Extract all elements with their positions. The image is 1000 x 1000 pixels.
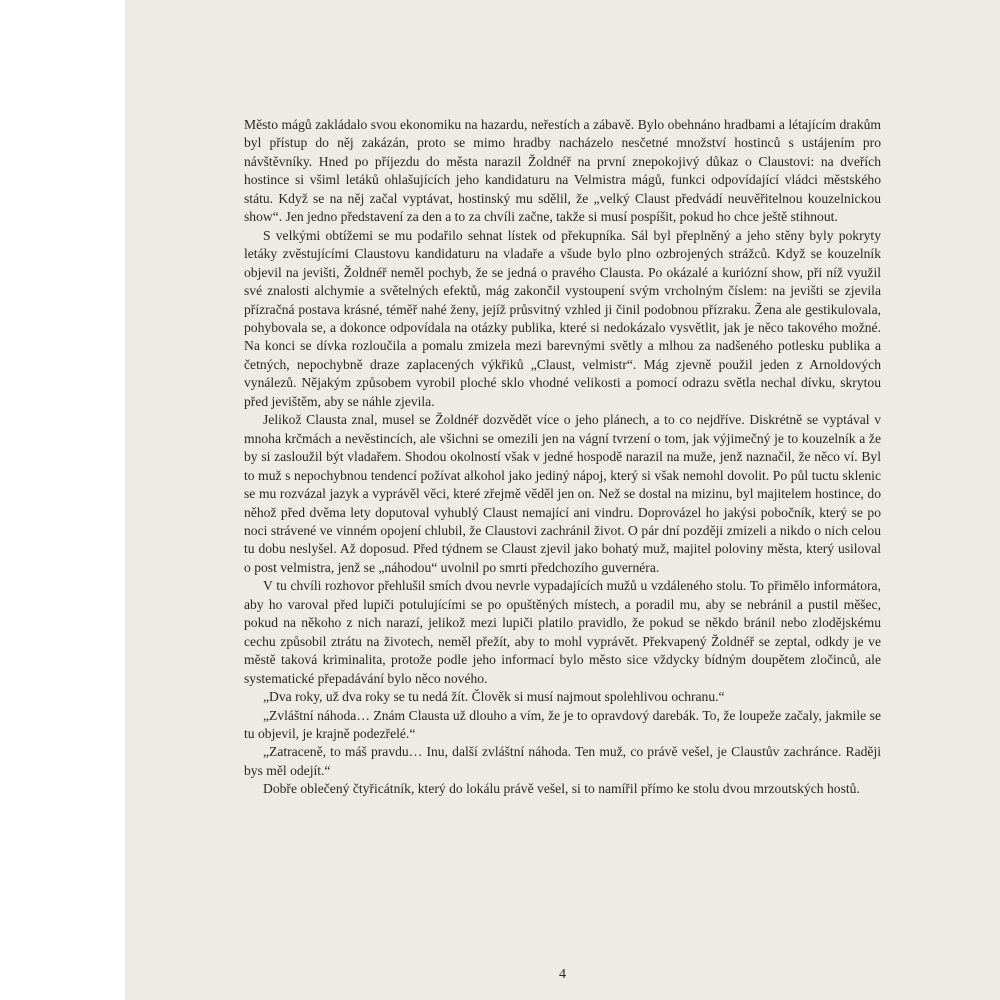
page-number: 4 [559, 967, 566, 982]
paragraph: Dobře oblečený čtyřicátník, který do lokálu právě vešel, si to namířil přímo ke stolu dvou mrzoutských hostů. [263, 781, 860, 797]
book-page [125, 0, 1000, 1000]
dialogue-paragraph: „Zvláštní náhoda… Znám Clausta už dlouho a vím, že je to opravdový darebák. To, že loupeže začaly, jakmile se tu objevil, je krajně podezřelé.“ [244, 707, 881, 741]
paragraph: S velkými obtížemi se mu podařilo sehnat lístek od překupníka. Sál byl přeplněný a jeho stěny byly pokryty letáky zvěstujícími Claustovu kandidaturu na vladaře a všude bylo plno ozbrojených strážců. Když se kouzelník objevil na jevišti, Žoldnéř neměl pochyb, že se jedná o pravého Clausta. Po okázalé a kuriózní show, při níž využil své znalosti alchymie a světelných efektů, mág zakončil vystoupení svým vrcholným číslem: na jevišti se zjevila přízračná postava krásné, téměř nahé ženy, jejíž průsvitný vzhled ji činil podobnou přízraku. Žena ale gestikulovala, pohybovala se, a dokonce odpovídala na otázky publika, které si nedokázalo vysvětlit, jak je něco takového možné. Na konci se dívka rozloučila a pomalu zmizela mezi barevnými světly a mlhou za nadšeného potlesku publika a četných, nepochybně draze zaplacených výkřiků „Claust, velmistr“. Mág zjevně použil jeden z Arnoldových vynálezů. Nějakým způsobem vyrobil ploché sklo vhodné velikosti a pomocí odrazu světla nechal dívku, skrytou před jevištěm, aby se náhle zjevila. [244, 227, 881, 409]
dialogue-paragraph: „Zatraceně, to máš pravdu… Inu, další zvláštní náhoda. Ten muž, co právě vešel, je Claustův zachránce. Raději bys měl odejít.“ [244, 744, 881, 778]
dialogue-paragraph: „Dva roky, už dva roky se tu nedá žít. Člověk si musí najmout spolehlivou ochranu.“ [263, 689, 725, 705]
paragraph: Jelikož Clausta znal, musel se Žoldnéř dozvědět více o jeho plánech, a to co nejdříve. Diskrétně se vyptával v mnoha krčmách a nevěstincích, ale všichni se omezili jen na vágní tvrzení o tom, jak výjimečný je to kouzelník a že by si zasloužil být vladařem. Shodou okolností však v jedné hospodě narazil na muže, jenž naznačil, že něco ví. Byl to muž s nepochybnou tendencí požívat alkohol jako jediný nápoj, který si však nemohl dovolit. Po půl tuctu sklenic se mu rozvázal jazyk a vyprávěl věci, které zřejmě věděl jen on. Než se dostal na mizinu, byl majitelem hostince, do něhož před dvěma lety doputoval vyhublý Claust nemající ani vindru. Doprovázel ho jakýsi pobočník, který se po noci strávené ve vinném opojení chlubil, že Claustovi zachránil život. O pár dní později zmizeli a nikdo o nich celou tu dobu neslyšel. Až doposud. Před týdnem se Claust zjevil jako bohatý muž, majitel poloviny města, který usiloval o post velmistra, jenž se „náhodou“ uvolnil po smrti předchozího guvernéra. [244, 412, 881, 575]
paragraph: V tu chvíli rozhovor přehlušil smích dvou nevrle vypadajících mužů u vzdáleného stolu. To přimělo informátora, aby ho varoval před lupiči potulujícími se po opuštěných místech, a poradil mu, aby se nebránil a pustil měšec, pokud na někoho z nich narazí, jelikož mezi lupiči platilo pravidlo, že pokud se někdo bránil nebo zlodějskému cechu způsobil ztrátu na životech, neměl přežít, aby to mohl vyprávět. Překvapený Žoldnéř se zeptal, odkdy je ve městě taková kriminalita, protože podle jeho informací bylo město sice vždycky bídným doupětem zločinců, ale systematické přepadávání bylo něco nového. [244, 578, 881, 686]
paragraph: Město mágů zakládalo svou ekonomiku na hazardu, neřestích a zábavě. Bylo obehnáno hradbami a létajícím drakům byl přístup do něj zakázán, proto se mimo hradby nacházelo nesčetné množství hostinců s ustájením pro návštěvníky. Hned po příjezdu do města narazil Žoldnéř na první znepokojivý důkaz o Claustovi: na dveřích hostince si všiml letáků ohlašujících jeho kandidaturu na Velmistra mágů, funkci odpovídající vládci městského státu. Když se na něj začal vyptávat, hostinský mu sdělil, že „velký Claust předvádí neuvěřitelnou kouzelnickou show“. Jen jedno představení za den a to za chvíli začne, takže si musí pospíšit, pokud ho chce ještě stihnout. [244, 117, 881, 225]
body-text [244, 116, 881, 799]
